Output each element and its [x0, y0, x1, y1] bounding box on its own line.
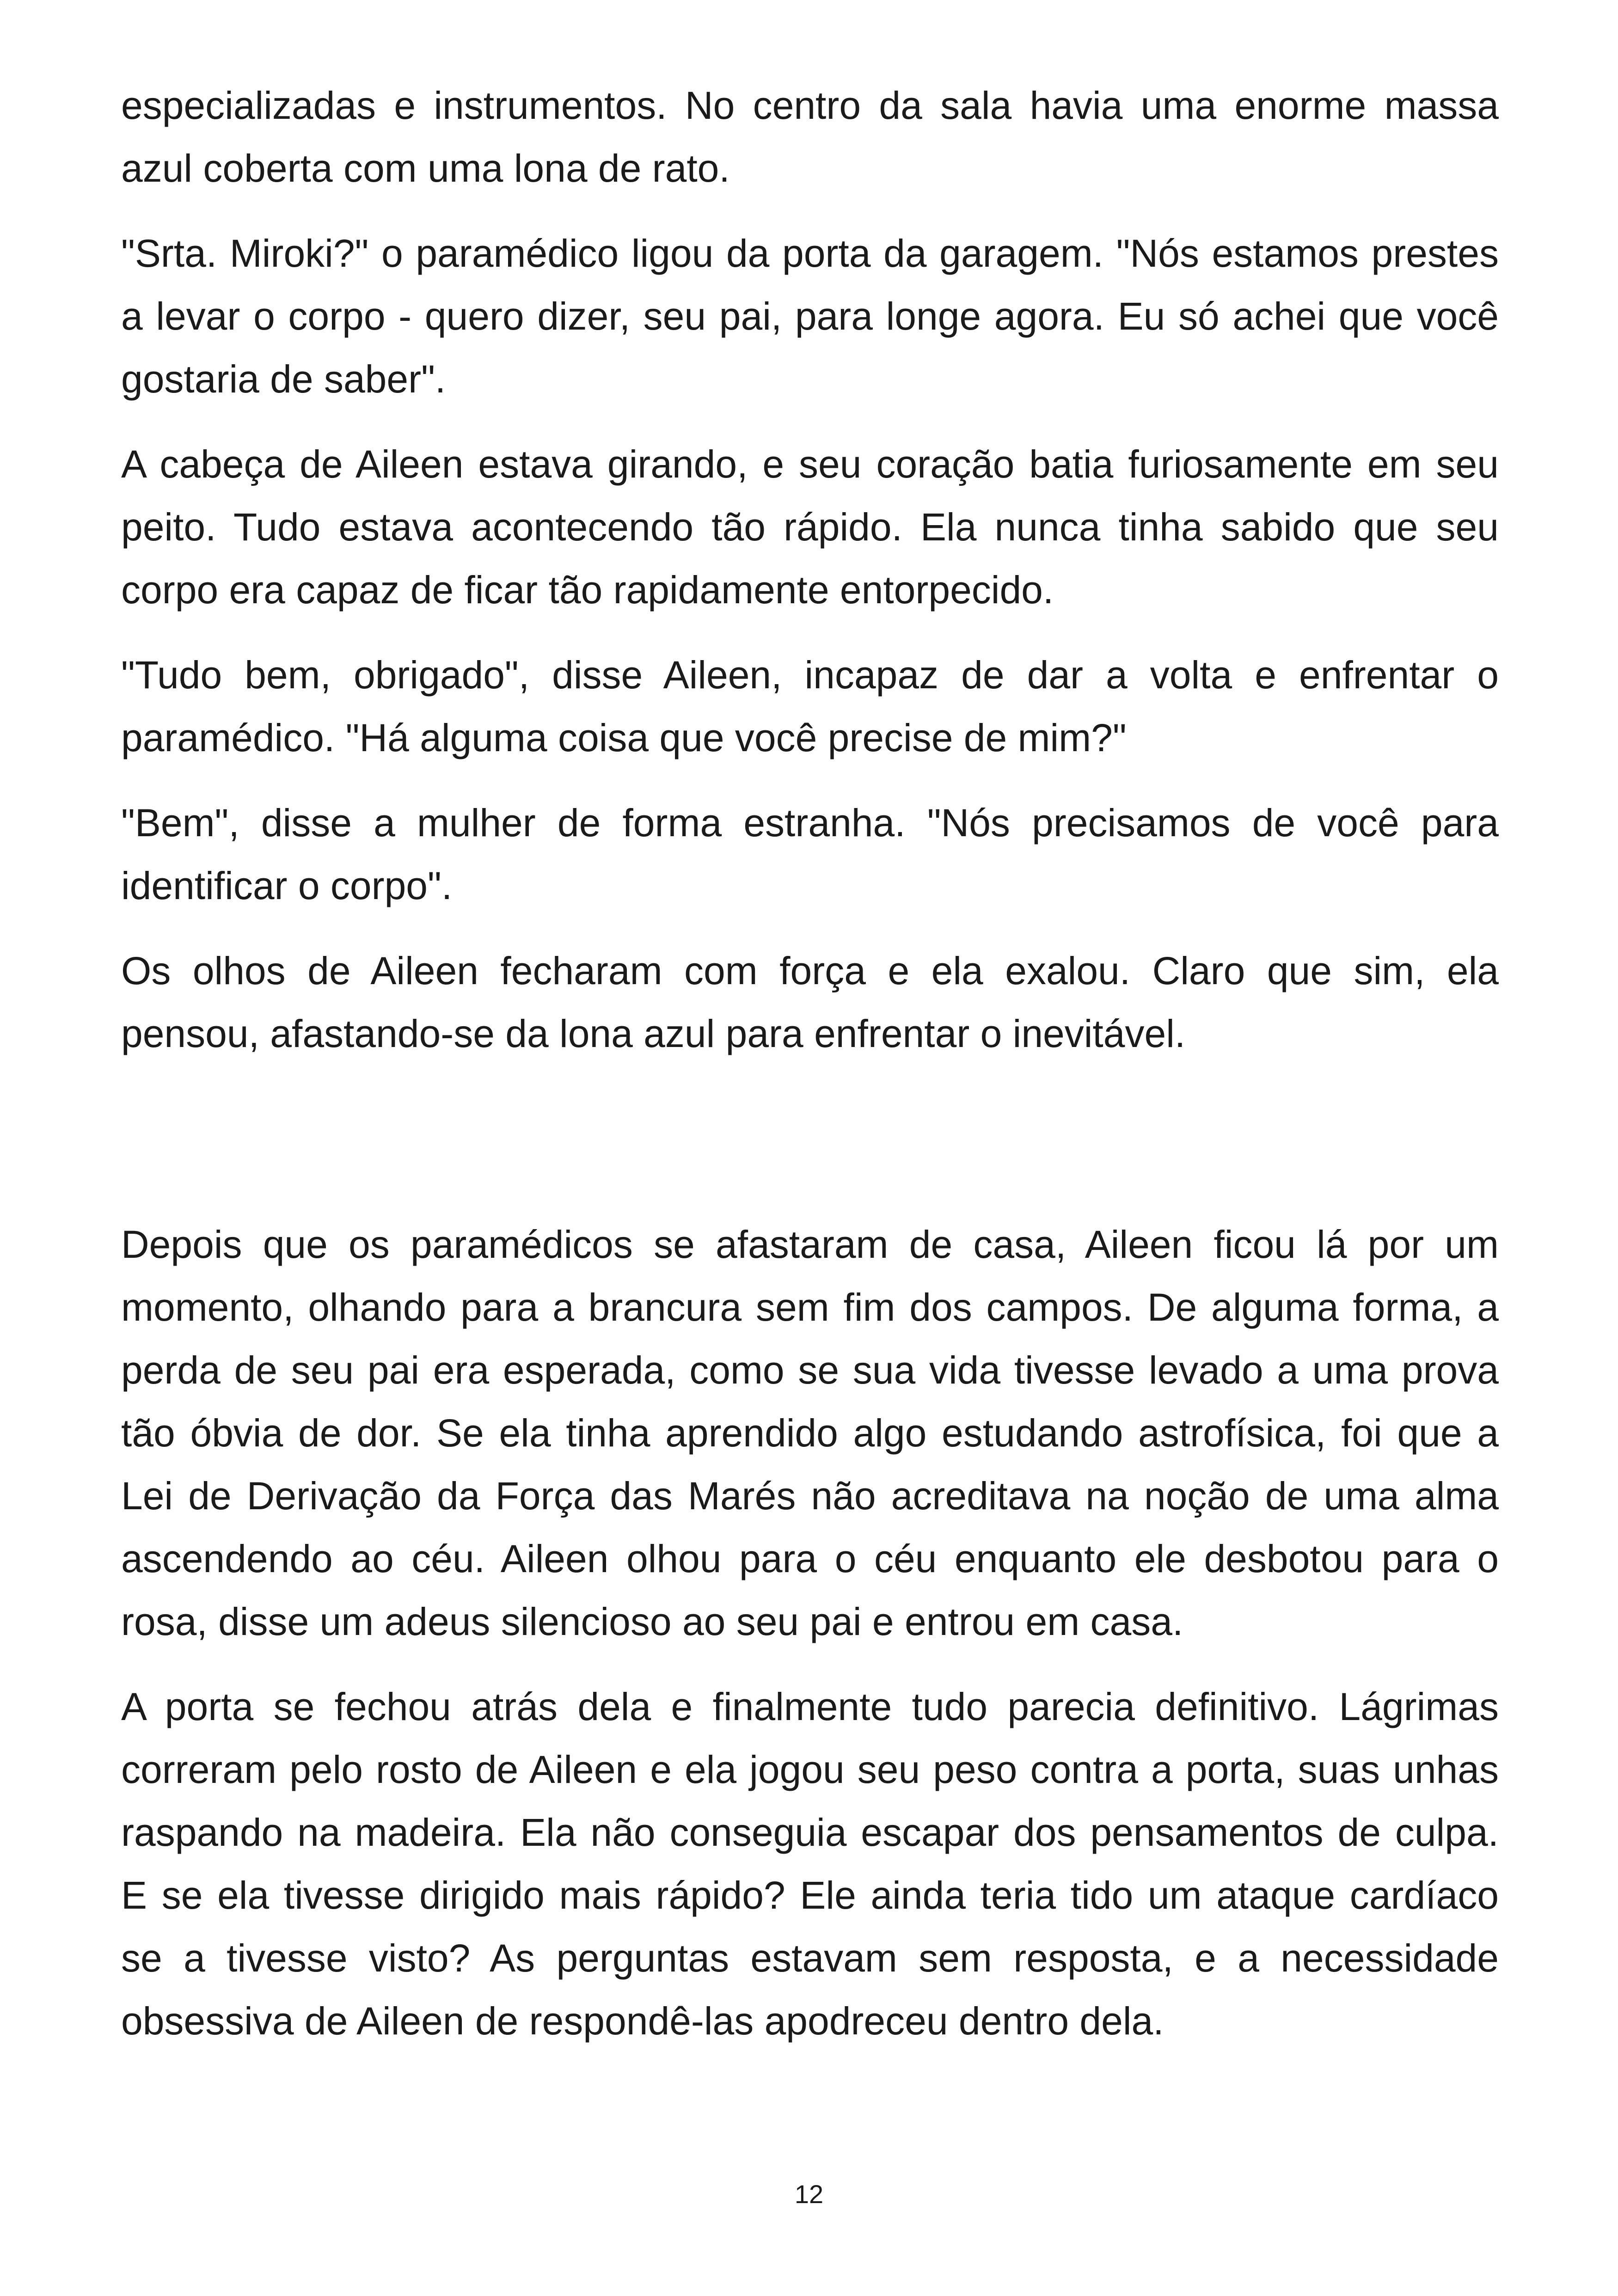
paragraph-3: A cabeça de Aileen estava girando, e seu coração batia furiosamente em seu peito. Tudo estava acontecendo tão rápido. Ela nunca tinha sabido que seu corpo era capaz de ficar tão rapidamente entorpecido. — [121, 442, 1499, 612]
paragraph-6: Os olhos de Aileen fecharam com força e ela exalou. Claro que sim, ela pensou, afastando-se da lona azul para enfrentar o inevitável. — [121, 949, 1499, 1055]
paragraph-4: "Tudo bem, obrigado", disse Aileen, incapaz de dar a volta e enfrentar o paramédico. "Há alguma coisa que você precise de mim?" — [121, 653, 1499, 759]
paragraph-2: "Srta. Miroki?" o paramédico ligou da porta da garagem. "Nós estamos prestes a levar o corpo - quero dizer, seu pai, para longe agora. Eu só achei que você gostaria de saber". — [121, 232, 1499, 401]
paragraph-7: Depois que os paramédicos se afastaram de casa, Aileen ficou lá por um momento, olhando para a brancura sem fim dos campos. De alguma forma, a perda de seu pai era esperada, como se sua vida tivesse levado a uma prova tão óbvia de dor. Se ela tinha aprendido algo estudando astrofísica, foi que a Lei de Derivação da Força das Marés não acreditava na noção de uma alma ascendendo ao céu. Aileen olhou para o céu enquanto ele desbotou para o rosa, disse um adeus silencioso ao seu pai e entrou em casa. — [121, 1223, 1499, 1643]
page-body — [121, 74, 1499, 2075]
paragraph-8: A porta se fechou atrás dela e finalmente tudo parecia definitivo. Lágrimas correram pelo rosto de Aileen e ela jogou seu peso contra a porta, suas unhas raspando na madeira. Ela não conseguia escapar dos pensamentos de culpa. E se ela tivesse dirigido mais rápido? Ele ainda teria tido um ataque cardíaco se a tivesse visto? As perguntas estavam sem resposta, e a necessidade obsessiva de Aileen de respondê-las apodreceu dentro dela. — [121, 1685, 1499, 2043]
paragraph-5: "Bem", disse a mulher de forma estranha. "Nós precisamos de você para identificar o corpo". — [121, 801, 1499, 907]
page-number: 12 — [794, 2180, 824, 2209]
paragraph-1: especializadas e instrumentos. No centro da sala havia uma enorme massa azul coberta com uma lona de rato. — [121, 84, 1499, 190]
section-break — [121, 1087, 1499, 1213]
